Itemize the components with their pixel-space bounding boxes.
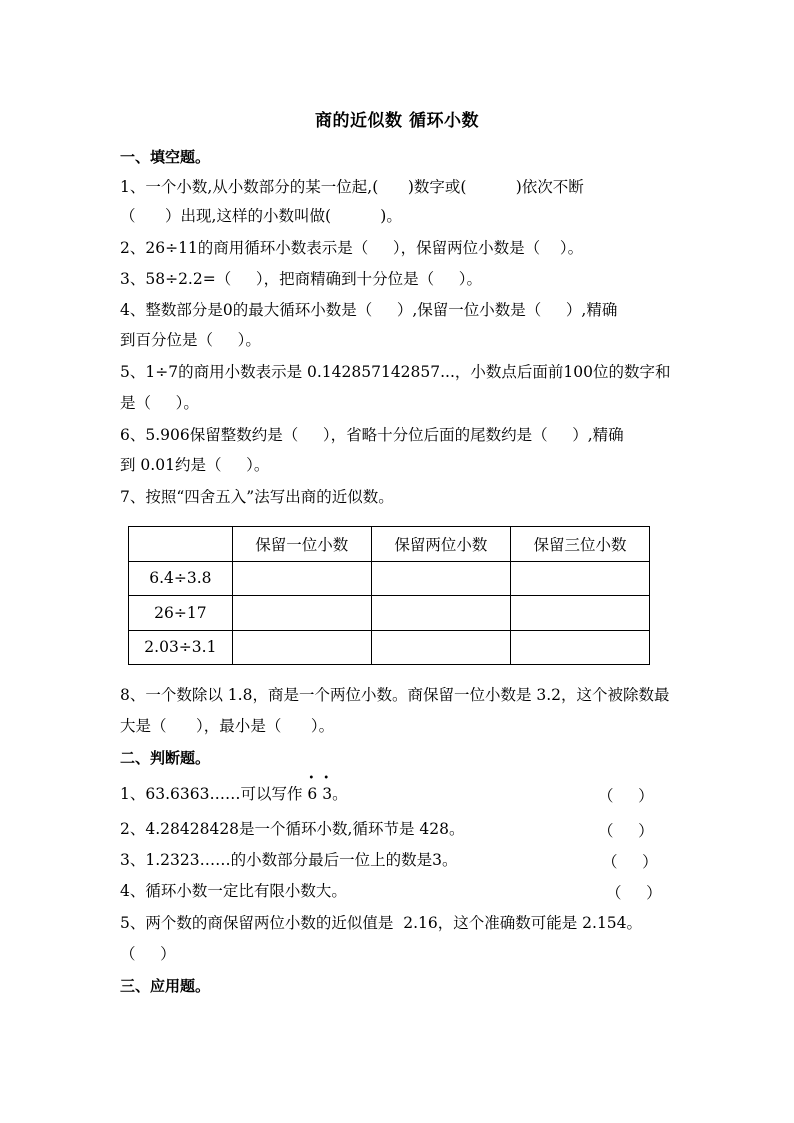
judgment-5-line-1: 5、两个数的商保留两位小数的近似值是 2.16，这个准确数可能是 2.154。 (120, 914, 643, 932)
table-row (129, 630, 650, 665)
judgment-5-line-2[interactable]: （ ） (120, 945, 176, 963)
approximation-table (128, 526, 650, 665)
question-6-line-2: 到 0.01约是（ ）。 (120, 456, 270, 474)
question-8-line-2: 大是（ ），最小是（ ）。 (120, 717, 335, 735)
question-6-line-1: 6、5.906保留整数约是（ ），省略十分位后面的尾数约是（ ）,精确 (120, 426, 624, 444)
section-fill-blank-heading: 一、填空题。 (120, 148, 211, 166)
judgment-3: 3、1.2323……的小数部分最后一位上的数是3。 (120, 851, 458, 869)
repeating-digit: • 6 (307, 784, 317, 804)
table-header-cell (129, 527, 233, 562)
judgment-4: 4、循环小数一定比有限小数大。 (120, 882, 347, 900)
page-title: 商的近似数 循环小数 (315, 111, 479, 131)
question-5-line-1: 5、1÷7的商用小数表示是 0.142857142857...，小数点后面前100位的数字和 (120, 363, 671, 381)
table-row (129, 561, 650, 596)
question-8-line-1: 8、一个数除以 1.8，商是一个两位小数。商保留一位小数是 3.2，这个被除数最 (120, 686, 670, 704)
section-application-heading: 三、应用题。 (120, 977, 211, 995)
table-header-row (129, 527, 650, 562)
question-2: 2、26÷11的商用循环小数表示是（ ），保留两位小数是（ ）。 (120, 239, 584, 257)
answer-paren[interactable]: （ ） (602, 853, 658, 871)
answer-cell[interactable] (510, 561, 649, 596)
question-5-line-2: 是（ ）。 (120, 394, 199, 412)
judgment-1-end: 。 (332, 785, 348, 803)
answer-cell[interactable] (510, 630, 649, 665)
answer-paren[interactable]: （ ） (598, 822, 654, 840)
table-row-label: 6.4÷3.8 (129, 561, 233, 596)
answer-cell[interactable] (232, 561, 371, 596)
question-7: 7、按照“四舍五入”法写出商的近似数。 (120, 488, 394, 506)
table-row-label: 2.03÷3.1 (129, 630, 233, 665)
answer-cell[interactable] (510, 596, 649, 631)
answer-cell[interactable] (371, 596, 510, 631)
answer-paren[interactable]: （ ） (598, 787, 654, 805)
answer-cell[interactable] (371, 561, 510, 596)
table-row (129, 596, 650, 631)
question-3: 3、58÷2.2=（ ），把商精确到十分位是（ ）。 (120, 270, 482, 288)
table-header-cell: 保留三位小数 (510, 527, 649, 562)
question-4-line-2: 到百分位是（ ）。 (120, 331, 261, 349)
judgment-1 (120, 784, 348, 804)
answer-cell[interactable] (232, 630, 371, 665)
answer-cell[interactable] (371, 630, 510, 665)
answer-cell[interactable] (232, 596, 371, 631)
question-1-line-2: （ ）出现,这样的小数叫做( )。 (120, 207, 402, 225)
section-judgment-heading: 二、判断题。 (120, 749, 211, 767)
table-row-label: 26÷17 (129, 596, 233, 631)
question-4-line-1: 4、整数部分是0的最大循环小数是（ ）,保留一位小数是（ ）,精确 (120, 301, 618, 319)
table-header-cell: 保留一位小数 (232, 527, 371, 562)
judgment-2: 2、4.28428428是一个循环小数,循环节是 428。 (120, 820, 465, 838)
judgment-1-text: 1、63.6363……可以写作 (120, 785, 308, 803)
question-1-line-1: 1、一个小数,从小数部分的某一位起,( )数字或( )依次不断 (120, 178, 584, 196)
table-header-cell: 保留两位小数 (371, 527, 510, 562)
repeating-digit: • 3 (322, 784, 332, 804)
answer-paren[interactable]: （ ） (606, 884, 662, 902)
